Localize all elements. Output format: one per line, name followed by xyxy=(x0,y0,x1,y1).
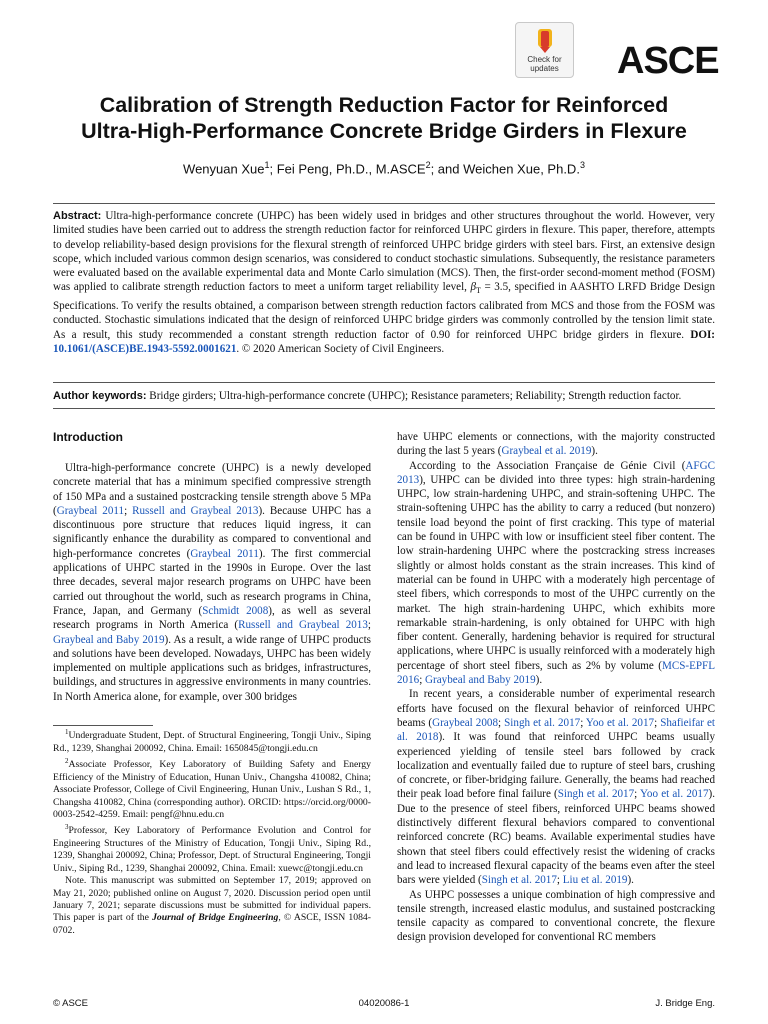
author-2-affil: 2 xyxy=(425,160,431,170)
intro-paragraph-3 xyxy=(397,687,715,887)
keywords-bottom-rule xyxy=(53,408,715,409)
abstract-text-2: = 3.5, specified in AASHTO LRFD Bridge Design Specifications. To verify the results obtained, a comparison between strength reduction factors calibrated from MCS and those from the FOSM was conducted. Stochastic simulations indicated that the design of reinforced UHPC bridge girders was commonly controlled by the tension limit state. As a result, this study recommended a constant strength reduction factor of 0.90 for reinforced UHPC bridge girders in flexure. xyxy=(53,281,715,341)
text-run: ). xyxy=(535,674,543,687)
beta-subscript: T xyxy=(476,286,481,296)
title-line-1: Calibration of Strength Reduction Factor for Reinforced xyxy=(99,93,669,117)
text-run: ). xyxy=(591,445,598,458)
text-run: ; xyxy=(556,874,563,887)
citation-link[interactable]: Shafieifar et al. 2018 xyxy=(397,716,716,744)
text-run: ). It was found that reinforced UHPC beams usually experienced yielding of tensile steel bars followed by crack localization and eventually failed due to rupture of steel bars, crushing of concrete, or fiber-bridging failure. Generally, the beams had reached their peak load before final failure ( xyxy=(397,731,715,801)
text-run: ). xyxy=(627,874,634,887)
note-text: Note. This manuscript was submitted on September 17, 2019; approved on May 21, 2020; published online on August 7, 2020. Discussion period open until January 7, 2021; separate discussions must be submitted for individual papers. This paper is part of the xyxy=(53,875,371,924)
text-run: ). Due to the presence of steel fibers, reinforced UHPC beams showed distinctively different flexural behaviors compared to conventional reinforced concrete (RC) beams. Available experimental studies have shown that steel fibers could effectively resist the widening of cracks and lead to increased flexural capacity of the beams even after the steel bars were yielded ( xyxy=(397,788,715,887)
footer-copyright: © ASCE xyxy=(53,998,88,1009)
author-keywords xyxy=(53,389,715,403)
footer-article-number: 04020086-1 xyxy=(358,998,410,1009)
author-3-affil: 3 xyxy=(579,160,585,170)
right-column xyxy=(397,430,715,945)
intro-paragraph-4: As UHPC possesses a unique combination of high compressive and tensile strength, increased elastic modulus, and sustained postcracking tensile capacity as compared to conventional concrete, the flexure design provision developed for conventional RC members xyxy=(397,888,715,944)
intro-paragraph-1 xyxy=(53,461,371,704)
abstract-label: Abstract: xyxy=(53,210,102,222)
text-run: ), UHPC can be divided into three types: high strain-hardening UHPC, low strain-hardening UHPC, and strain-softening UHPC. The strain-softening UHPC has the ability to carry a reduced (but nonzero) tensile load beyond the point of first cracking. This type of material can be found in UHPC with low or insufficient steel fiber content. The low strain-hardening UHPC where the postcracking stress increases slightly or almost holds constant as the strain increases. This kind of material can be found in UHPC with a moderately high percentage of steel fibers, which corresponds to most of the UHPC currently on the market. The high strain-hardening UHPC, which exhibits more remarkable strain-hardening, is only obtained for UHPC with high fiber content. Generally, hardening behavior is required for structural applications, where UHPC is usually reinforced with a moderately high percentage of short steel fibers, such as 2% by volume ( xyxy=(397,473,715,672)
citation-link[interactable]: Graybeal 2008 xyxy=(432,716,498,729)
citation-link[interactable]: MCS-EPFL 2016 xyxy=(397,659,715,687)
author-2: ; Fei Peng, Ph.D., M.ASCE xyxy=(269,161,426,177)
text-run: ). As a result, a wide range of UHPC products and solutions have been developed. Nowadays, UHPC has been widely implemented on multiple applications such as bridges, infrastructures, buildings, and structures in aggressive environments in many countries. In North America alone, for example, over 300 bridges xyxy=(53,633,371,703)
manuscript-note xyxy=(53,875,371,937)
citation-link[interactable]: Russell and Graybeal 2013 xyxy=(238,619,368,632)
title-line-2: Ultra-High-Performance Concrete Bridge Girders in Flexure xyxy=(81,119,687,143)
citation-link[interactable]: Singh et al. 2017 xyxy=(557,788,635,801)
asce-logo: ASCE xyxy=(617,40,719,82)
citation-link[interactable]: AFGC 2013 xyxy=(397,459,715,486)
check-for-updates-badge[interactable] xyxy=(515,22,574,78)
citation-link[interactable]: Graybeal et al. 2019 xyxy=(501,445,592,458)
keywords-label: Author keywords: xyxy=(53,390,147,402)
doi-label: DOI: xyxy=(690,328,715,341)
abstract-top-rule xyxy=(53,203,715,204)
author-1-affil: 1 xyxy=(264,160,270,170)
text-run: ). The first commercial applications of UHPC started in the 1990s in Europe. Over the last three decades, several major research programs on UHPC have been carried out throughout the world, such as research programs in China, France, Japan, and Germany ( xyxy=(53,547,372,617)
text-run: ; xyxy=(124,504,133,517)
citation-link[interactable]: Graybeal and Baby 2019 xyxy=(53,633,165,646)
doi-link[interactable]: 10.1061/(ASCE)BE.1943-5592.0001621 xyxy=(53,342,237,355)
footnote-marker: 3 xyxy=(65,823,69,832)
check-updates-icon xyxy=(534,27,556,53)
journal-name: Journal of Bridge Engineering xyxy=(152,912,279,924)
abstract-text-1: Ultra-high-performance concrete (UHPC) has been widely used in bridges and other structures throughout the world. However, very limited studies have been carried out to address the strength reduction factor for reinforced UHPC girders in flexure. This paper, therefore, attempts to develop reliability-based design provisions for the flexural strength of reinforced UHPC bridge girders with steel bars. First, an extensive design scope, which included various common design scenarios, was considered to conduct stochastic simulations. Subsequently, the resistance parameters were evaluated based on the available experimental data and Monte Carlo simulation (MCS). Then, the first-order second-moment method (FOSM) was applied to calibrate strength reduction factors to meet a uniform target reliability level, xyxy=(53,210,715,294)
article-title xyxy=(40,92,728,144)
footer-journal: J. Bridge Eng. xyxy=(655,998,715,1009)
abstract xyxy=(53,209,715,356)
text-run: Ultra-high-performance concrete (UHPC) is a newly developed concrete material that has a minimum specified compressive strength of 150 MPa and a sustained postcracking tensile strength above 5 MPa ( xyxy=(53,462,371,517)
citation-link[interactable]: Liu et al. 2019 xyxy=(562,874,628,887)
citation-link[interactable]: Russell and Graybeal 2013 xyxy=(132,504,259,517)
footnote-2 xyxy=(53,755,371,821)
badge-line1: Check for xyxy=(527,55,562,64)
footnote-text: Professor, Key Laboratory of Performance Evolution and Control for Engineering Structures of the Ministry of Education, Tongji Univ., Siping Rd., 1239, Shanghai 200092, China; Professor, Dept. of Structural Engineering, Tongji Univ., Siping Rd., 1239, Shanghai 200092, China. Email: xuewc@tongji.edu.cn xyxy=(53,825,371,874)
badge-line2: updates xyxy=(530,64,559,73)
abstract-copyright: . © 2020 American Society of Civil Engineers. xyxy=(236,342,445,355)
author-list xyxy=(40,157,728,177)
text-run: ; xyxy=(498,716,505,729)
text-run: In recent years, a considerable number of experimental research efforts have focused on the flexural behavior of reinforced UHPC beams ( xyxy=(397,688,715,729)
citation-link[interactable]: Graybeal 2011 xyxy=(190,547,259,560)
author-1: Wenyuan Xue xyxy=(183,161,265,177)
introduction-heading: Introduction xyxy=(53,430,123,444)
text-run: ), as well as several research programs in North America ( xyxy=(53,604,372,632)
footnote-text: Undergraduate Student, Dept. of Structural Engineering, Tongji Univ., Siping Rd., 1239, Shanghai 200092, China. Email: 1650845@tongji.edu.cn xyxy=(53,730,371,754)
note-text: , © ASCE, ISSN 1084-0702. xyxy=(53,912,371,936)
footnote-marker: 1 xyxy=(65,728,69,736)
footnote-marker: 2 xyxy=(65,757,69,766)
footnote-1 xyxy=(53,726,371,755)
text-run: ; xyxy=(634,788,641,801)
citation-link[interactable]: Graybeal and Baby 2019 xyxy=(425,674,536,687)
citation-link[interactable]: Graybeal 2011 xyxy=(56,504,125,517)
keywords-text: Bridge girders; Ultra-high-performance concrete (UHPC); Resistance parameters; Reliability; Strength reduction factor. xyxy=(149,390,682,402)
intro-paragraph-continued xyxy=(397,430,715,459)
footnote-3 xyxy=(53,821,371,875)
text-run: ). Because UHPC has a discontinuous pore structure that reduces liquid ingress, it can significantly enhance the durability as compared to conventional and high-performance concretes ( xyxy=(53,504,371,560)
citation-link[interactable]: Singh et al. 2017 xyxy=(481,874,557,887)
intro-paragraph-2 xyxy=(397,459,715,688)
footnotes xyxy=(53,726,371,937)
author-3: ; and Weichen Xue, Ph.D. xyxy=(430,161,580,177)
citation-link[interactable]: Yoo et al. 2017 xyxy=(640,788,709,801)
keywords-rule xyxy=(53,382,715,383)
text-run: have UHPC elements or connections, with the majority constructed during the last 5 years ( xyxy=(397,431,715,458)
text-run: ; xyxy=(654,716,661,729)
left-column xyxy=(53,430,371,704)
footnote-text: Associate Professor, Key Laboratory of Building Safety and Energy Efficiency of the Ministry of Education, Hunan Univ., Changsha 410082, China; Associate Professor, College of Civil Engineering, Hunan Univ., Lushan S Rd., 1, Changsha 410082, China (corresponding author). ORCID: https://orcid.org/0000-0003-2542-4259. Email: pengf@hnu.edu.cn xyxy=(53,759,371,820)
beta-symbol: β xyxy=(470,281,477,294)
citation-link[interactable]: Schmidt 2008 xyxy=(202,604,269,617)
text-run: According to the Association Française de Génie Civil ( xyxy=(409,459,686,472)
citation-link[interactable]: Singh et al. 2017 xyxy=(504,716,581,729)
text-run: ; xyxy=(367,619,371,632)
citation-link[interactable]: Yoo et al. 2017 xyxy=(585,716,655,729)
text-run: ; xyxy=(580,716,586,729)
text-run: ; xyxy=(419,674,426,687)
